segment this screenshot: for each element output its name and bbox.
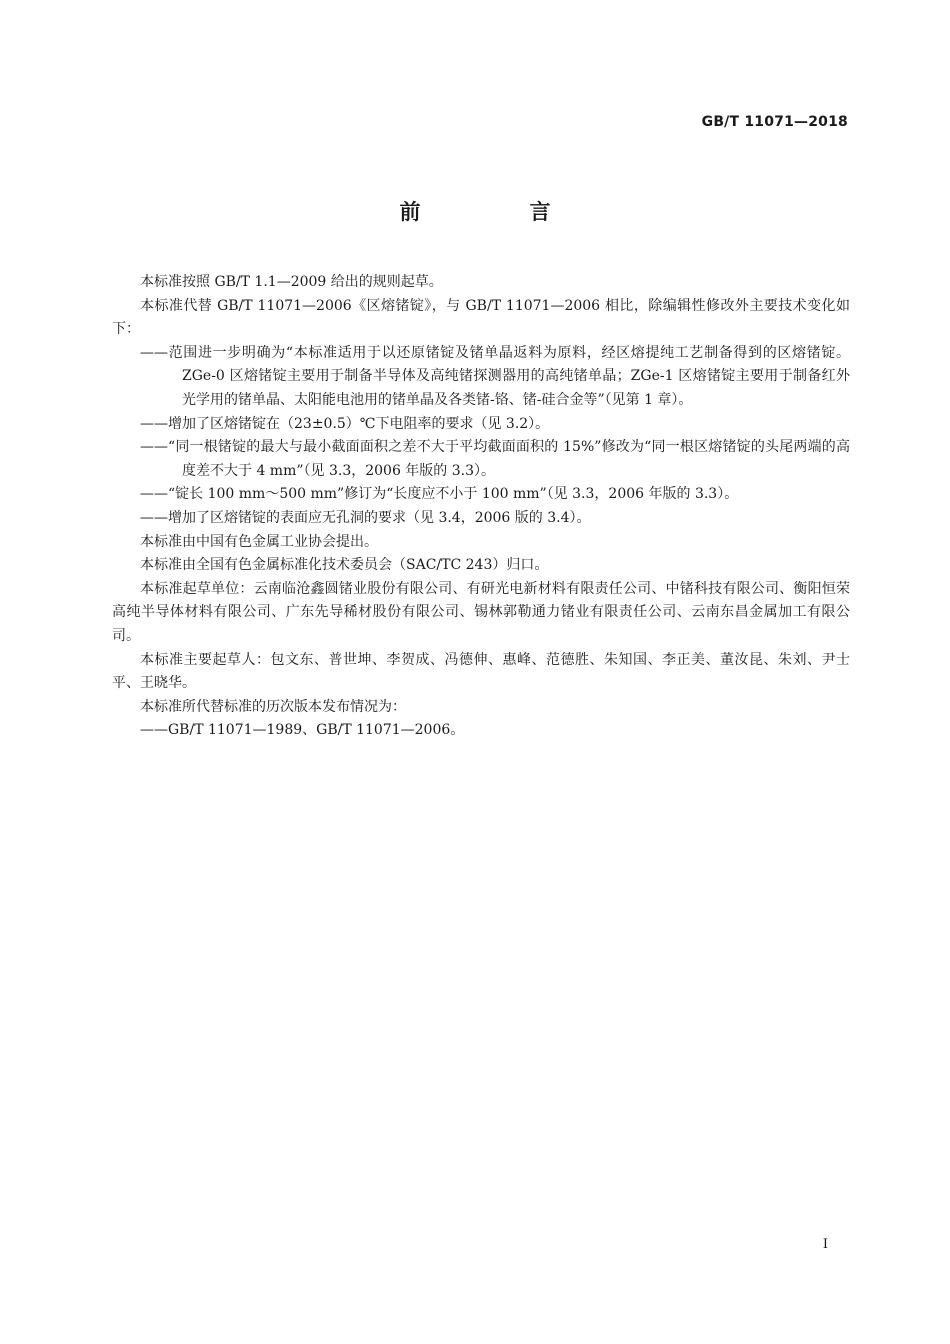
paragraph-replacement: 本标准代替 GB/T 11071—2006《区熔锗锭》，与 GB/T 11071—2006 相比，除编辑性修改外主要技术变化如下： xyxy=(112,297,850,338)
standard-number: GB/T 11071—2018 xyxy=(701,114,848,130)
change-item-length: ——“锭长 100 mm～500 mm”修订为“长度应不小于 100 mm”（见 3.3，2006 年版的 3.3）。 xyxy=(140,486,739,503)
change-item-scope: ——范围进一步明确为“本标准适用于以还原锗锭及锗单晶返料为原料，经区熔提纯工艺制备得到的区熔锗锭。ZGe-0 区熔锗锭主要用于制备半导体及高纯锗探测器用的高纯锗单晶；ZGe-1 区熔锗锭主要用于制备红外光学用的锗单晶、太阳能电池用的锗单晶及各类锗-铬、锗-硅合金等”（见第 1 章）。 xyxy=(140,344,850,408)
paragraph-under-jurisdiction: 本标准由全国有色金属标准化技术委员会（SAC/TC 243）归口。 xyxy=(140,557,549,574)
paragraph-proposed-by: 本标准由中国有色金属工业协会提出。 xyxy=(140,533,378,550)
change-item-resistivity: ——增加了区熔锗锭在（23±0.5）℃下电阻率的要求（见 3.2）。 xyxy=(140,415,550,432)
foreword-body xyxy=(112,271,850,743)
change-item-cross-section: ——“同一根锗锭的最大与最小截面面积之差不大于平均截面面积的 15%”修改为“同一根区熔锗锭的头尾两端的高度差不大于 4 mm”（见 3.3，2006 年版的 3.3）。 xyxy=(140,439,850,479)
paragraph-drafters: 本标准主要起草人：包文东、普世坤、李贺成、冯德伸、惠峰、范德胜、朱知国、李正美、董汝昆、朱刘、尹士平、王晓华。 xyxy=(112,651,850,692)
page-title: 前 言 xyxy=(399,200,595,224)
paragraph-history-intro: 本标准所代替标准的历次版本发布情况为： xyxy=(140,698,406,715)
page-number: I xyxy=(822,1237,828,1252)
change-item-surface: ——增加了区熔锗锭的表面应无孔洞的要求（见 3.4，2006 版的 3.4）。 xyxy=(140,509,591,526)
history-item: ——GB/T 11071—1989、GB/T 11071—2006。 xyxy=(140,722,465,739)
paragraph-drafting-units: 本标准起草单位：云南临沧鑫圆锗业股份有限公司、有研光电新材料有限责任公司、中锗科技有限公司、衡阳恒荣高纯半导体材料有限公司、广东先导稀材股份有限公司、锡林郭勒通力锗业有限责任公司、云南东昌金属加工有限公司。 xyxy=(112,580,850,644)
paragraph-drafting-rules: 本标准按照 GB/T 1.1—2009 给出的规则起草。 xyxy=(140,274,443,290)
